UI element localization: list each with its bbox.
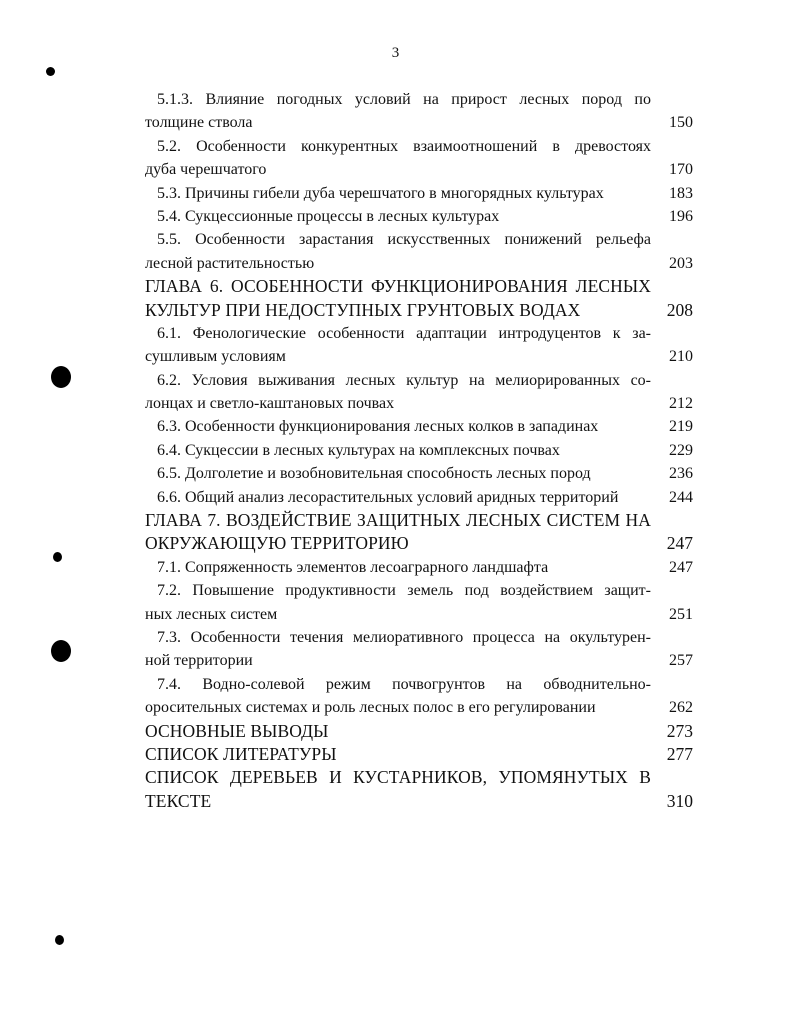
toc-entry-title: 6.6. Общий анализ лесорастительных условий аридных территорий — [157, 488, 619, 506]
toc-entry-continuation: оросительных системах и роль лесных полос в его регулировании — [145, 699, 596, 717]
toc-entry — [145, 766, 693, 813]
toc-entry-page: 273 — [666, 720, 693, 741]
toc-entry — [145, 88, 693, 135]
toc-entry-page: 247 — [669, 558, 693, 576]
toc-entry-title: 5.1.3. Влияние погодных условий на прирост лесных пород по — [157, 91, 651, 108]
toc-entry-title: 7.1. Сопряженность элементов лесоаграрного ландшафта — [157, 558, 549, 576]
toc-entry-title: 5.2. Особенности конкурентных взаимоотношений в древостоях — [157, 137, 651, 155]
toc-entry-page: 262 — [669, 699, 693, 717]
toc-entry-page: 212 — [669, 395, 693, 413]
binder-hole-bottom — [55, 935, 64, 945]
toc-entry-title: 5.4. Сукцессионные процессы в лесных культурах — [157, 207, 500, 225]
table-of-contents — [145, 88, 693, 813]
toc-entry-page: 208 — [666, 299, 693, 320]
toc-entry-continuation: ной территории — [145, 652, 253, 670]
toc-entry — [145, 369, 693, 416]
toc-entry-title: 7.3. Особенности течения мелиоративного процесса на окультурен- — [157, 628, 651, 646]
toc-entry-continuation: лесной растительностью — [145, 254, 315, 272]
toc-entry-title: СПИСОК ДЕРЕВЬЕВ И КУСТАРНИКОВ, УПОМЯНУТЫХ В — [145, 767, 651, 788]
page-number: 3 — [391, 45, 400, 61]
toc-entry-page: 229 — [669, 441, 693, 459]
toc-entry-continuation: толщине ствола — [145, 114, 253, 132]
toc-entry — [145, 579, 693, 626]
toc-entry-page: 203 — [669, 254, 693, 272]
toc-entry — [145, 322, 693, 369]
toc-entry-title: 6.3. Особенности функционирования лесных колков в западинах — [157, 418, 599, 436]
toc-entry-page: 247 — [666, 533, 693, 554]
toc-entry-title: 5.5. Особенности зарастания искусственных понижений рельефа — [157, 231, 651, 249]
toc-entry — [145, 135, 693, 182]
toc-entry-title: 6.5. Долголетие и возобновительная способность лесных пород — [157, 465, 591, 483]
toc-entry — [145, 228, 693, 275]
toc-entry — [145, 486, 693, 509]
toc-entry-page: 196 — [669, 207, 693, 225]
toc-entry-page: 236 — [669, 465, 693, 483]
toc-entry — [145, 439, 693, 462]
toc-entry-title: 6.2. Условия выживания лесных культур на мелиорированных со- — [157, 371, 651, 389]
toc-entry-title: 7.2. Повышение продуктивности земель под воздействием защит- — [157, 582, 651, 600]
toc-entry-page: 170 — [669, 161, 693, 179]
toc-entry-continuation: КУЛЬТУР ПРИ НЕДОСТУПНЫХ ГРУНТОВЫХ ВОДАХ — [145, 299, 581, 320]
toc-entry — [145, 275, 693, 322]
toc-entry-continuation: ных лесных систем — [145, 605, 278, 623]
toc-entry-title: ГЛАВА 6. ОСОБЕННОСТИ ФУНКЦИОНИРОВАНИЯ ЛЕСНЫХ — [145, 276, 651, 297]
toc-entry-page: 251 — [669, 605, 693, 623]
toc-entry-title: ОСНОВНЫЕ ВЫВОДЫ — [145, 720, 329, 741]
toc-entry-continuation: сушливым условиям — [145, 348, 286, 366]
binder-hole-middle — [53, 552, 62, 562]
toc-entry-title: 7.4. Водно-солевой режим почвогрунтов на обводнительно- — [157, 675, 651, 693]
binder-hole-lower — [51, 640, 71, 662]
toc-entry-page: 183 — [669, 184, 693, 202]
toc-entry-page: 277 — [666, 743, 693, 764]
toc-entry — [145, 556, 693, 579]
toc-entry-page: 219 — [669, 418, 693, 436]
binder-hole-upper — [51, 366, 71, 388]
toc-entry-page: 257 — [669, 652, 693, 670]
toc-entry-page: 310 — [666, 790, 693, 811]
toc-entry — [145, 205, 693, 228]
toc-entry-title: 5.3. Причины гибели дуба черешчатого в многорядных культурах — [157, 184, 604, 202]
toc-entry — [145, 626, 693, 673]
toc-entry-continuation: ОКРУЖАЮЩУЮ ТЕРРИТОРИЮ — [145, 533, 409, 554]
toc-entry-page: 210 — [669, 348, 693, 366]
toc-entry — [145, 509, 693, 556]
toc-entry-continuation: лонцах и светло-каштановых почвах — [145, 395, 395, 413]
toc-entry-page: 244 — [669, 488, 693, 506]
toc-entry-title: СПИСОК ЛИТЕРАТУРЫ — [145, 743, 337, 764]
toc-entry — [145, 720, 693, 743]
toc-entry-continuation: дуба черешчатого — [145, 161, 267, 179]
binder-hole-top — [46, 67, 55, 76]
toc-entry-title: ГЛАВА 7. ВОЗДЕЙСТВИЕ ЗАЩИТНЫХ ЛЕСНЫХ СИСТЕМ НА — [145, 510, 651, 531]
toc-entry — [145, 182, 693, 205]
toc-entry — [145, 415, 693, 438]
toc-entry — [145, 673, 693, 720]
toc-entry — [145, 743, 693, 766]
toc-entry — [145, 462, 693, 485]
toc-entry-continuation: ТЕКСТЕ — [145, 790, 212, 811]
toc-entry-page: 150 — [669, 114, 693, 132]
toc-entry-title: 6.4. Сукцессии в лесных культурах на комплексных почвах — [157, 441, 560, 459]
toc-entry-title: 6.1. Фенологические особенности адаптации интродуцентов к за- — [157, 324, 651, 342]
